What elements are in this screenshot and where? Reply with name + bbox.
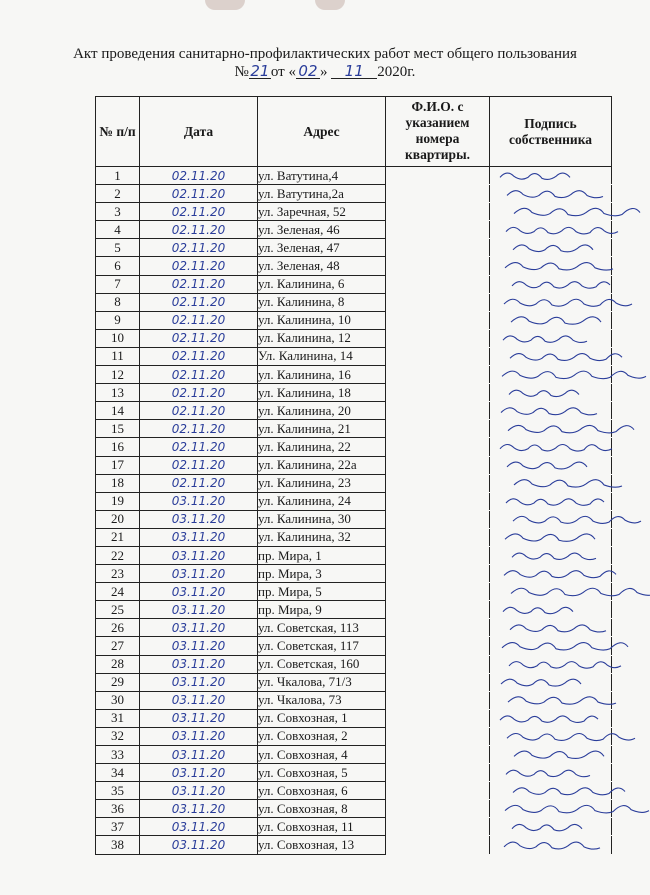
row-number: 3 (96, 203, 140, 221)
row-date: 03.11.20 (140, 565, 258, 583)
row-date: 03.11.20 (140, 782, 258, 800)
row-number: 5 (96, 239, 140, 257)
handwritten-signature (500, 173, 570, 179)
row-number: 22 (96, 546, 140, 564)
row-number: 18 (96, 474, 140, 492)
handwritten-signature (506, 227, 618, 234)
handwritten-signature (502, 643, 628, 651)
handwritten-signature (514, 751, 604, 758)
row-address: ул. Совхозная, 1 (258, 709, 386, 727)
handwritten-signature (508, 425, 634, 433)
row-address: ул. Калинина, 20 (258, 402, 386, 420)
row-address: ул. Калинина, 18 (258, 384, 386, 402)
handwritten-signature (502, 371, 646, 379)
row-address: ул. Калинина, 32 (258, 528, 386, 546)
row-number: 9 (96, 311, 140, 329)
row-date: 03.11.20 (140, 709, 258, 727)
row-address: ул. Зеленая, 46 (258, 221, 386, 239)
row-date: 02.11.20 (140, 366, 258, 384)
handwritten-signature (506, 770, 590, 777)
row-address: ул. Заречная, 52 (258, 203, 386, 221)
handwritten-signature (512, 553, 596, 560)
handwritten-signature (501, 679, 581, 686)
row-date: 02.11.20 (140, 257, 258, 275)
row-address: ул. Ватутина,2а (258, 185, 386, 203)
row-address: ул. Советская, 113 (258, 619, 386, 637)
row-number: 31 (96, 709, 140, 727)
handwritten-signature (501, 408, 597, 415)
handwritten-signature (513, 788, 625, 795)
header-signature: Подпись собственника (490, 97, 612, 167)
row-date: 02.11.20 (140, 293, 258, 311)
row-number: 32 (96, 727, 140, 745)
row-number: 34 (96, 764, 140, 782)
row-number: 8 (96, 293, 140, 311)
handwritten-signature (505, 534, 595, 541)
row-number: 12 (96, 366, 140, 384)
row-number: 2 (96, 185, 140, 203)
row-number: 6 (96, 257, 140, 275)
row-number: 26 (96, 619, 140, 637)
row-date: 03.11.20 (140, 583, 258, 601)
handwritten-signature (509, 662, 621, 669)
row-date: 03.11.20 (140, 510, 258, 528)
handwritten-signature (504, 571, 616, 578)
row-address: ул. Совхозная, 11 (258, 818, 386, 836)
handwritten-signature (505, 805, 649, 813)
row-date: 03.11.20 (140, 492, 258, 510)
handwritten-signature (514, 208, 640, 216)
row-date: 03.11.20 (140, 655, 258, 673)
row-address: ул. Совхозная, 6 (258, 782, 386, 800)
close-quote: » (319, 64, 328, 80)
row-address: пр. Мира, 5 (258, 583, 386, 601)
row-address: ул. Калинина, 6 (258, 275, 386, 293)
row-address: ул. Зеленая, 47 (258, 239, 386, 257)
handwritten-signature (514, 480, 622, 488)
row-number: 7 (96, 275, 140, 293)
handwritten-signature (512, 824, 582, 830)
handwritten-signature (510, 354, 622, 361)
row-address: ул. Калинина, 24 (258, 492, 386, 510)
handwritten-signature (509, 390, 579, 396)
header-number: № п/п (96, 97, 140, 167)
row-date: 03.11.20 (140, 546, 258, 564)
row-number: 20 (96, 510, 140, 528)
row-address: ул. Совхозная, 8 (258, 800, 386, 818)
act-day: 02 (296, 64, 320, 79)
row-number: 15 (96, 420, 140, 438)
act-year: 2020г. (377, 64, 416, 80)
row-date: 02.11.20 (140, 221, 258, 239)
row-number: 13 (96, 384, 140, 402)
row-number: 33 (96, 746, 140, 764)
row-address: ул. Совхозная, 2 (258, 727, 386, 745)
row-date: 02.11.20 (140, 347, 258, 365)
handwritten-signature (511, 588, 650, 596)
row-number: 23 (96, 565, 140, 583)
row-date: 02.11.20 (140, 311, 258, 329)
handwritten-signature (508, 697, 616, 705)
row-address: ул. Калинина, 12 (258, 329, 386, 347)
row-date: 02.11.20 (140, 438, 258, 456)
row-date: 03.11.20 (140, 619, 258, 637)
handwritten-signature (503, 336, 587, 343)
row-number: 30 (96, 691, 140, 709)
row-date: 02.11.20 (140, 239, 258, 257)
row-date: 02.11.20 (140, 275, 258, 293)
number-prefix: № (234, 64, 249, 80)
row-number: 11 (96, 347, 140, 365)
handwritten-signature (513, 516, 641, 523)
act-month: 11 (331, 64, 377, 79)
row-address: Ул. Калинина, 14 (258, 347, 386, 365)
row-address: ул. Калинина, 16 (258, 366, 386, 384)
row-address: ул. Калинина, 10 (258, 311, 386, 329)
row-number: 36 (96, 800, 140, 818)
row-address: ул. Советская, 117 (258, 637, 386, 655)
row-number: 27 (96, 637, 140, 655)
row-number: 14 (96, 402, 140, 420)
row-address: ул. Калинина, 22 (258, 438, 386, 456)
row-number: 38 (96, 836, 140, 854)
row-date: 02.11.20 (140, 420, 258, 438)
handwritten-signature (507, 733, 635, 740)
act-number: 21 (250, 62, 270, 80)
row-date: 02.11.20 (140, 203, 258, 221)
row-address: пр. Мира, 9 (258, 601, 386, 619)
row-date: 03.11.20 (140, 601, 258, 619)
row-number: 35 (96, 782, 140, 800)
row-number: 4 (96, 221, 140, 239)
row-address: ул. Совхозная, 4 (258, 746, 386, 764)
row-number: 25 (96, 601, 140, 619)
row-date: 03.11.20 (140, 691, 258, 709)
row-number: 1 (96, 167, 140, 185)
header-date: Дата (140, 97, 258, 167)
handwritten-signature (504, 842, 600, 849)
row-address: ул. Чкалова, 73 (258, 691, 386, 709)
handwritten-signature (512, 282, 610, 289)
handwritten-signature (513, 245, 593, 252)
row-date: 03.11.20 (140, 637, 258, 655)
row-date: 03.11.20 (140, 727, 258, 745)
row-date: 02.11.20 (140, 384, 258, 402)
row-date: 03.11.20 (140, 836, 258, 854)
row-date: 03.11.20 (140, 818, 258, 836)
row-address: ул. Калинина, 21 (258, 420, 386, 438)
row-date: 03.11.20 (140, 673, 258, 691)
row-date: 02.11.20 (140, 474, 258, 492)
row-date: 02.11.20 (140, 402, 258, 420)
header-address: Адрес (258, 97, 386, 167)
handwritten-signature (504, 299, 632, 306)
handwritten-signature (500, 716, 598, 723)
row-date: 03.11.20 (140, 764, 258, 782)
row-number: 28 (96, 655, 140, 673)
document-title: Акт проведения санитарно-профилактических работ мест общего пользования (73, 46, 577, 62)
row-address: ул. Калинина, 22а (258, 456, 386, 474)
row-date: 02.11.20 (140, 329, 258, 347)
row-date: 03.11.20 (140, 800, 258, 818)
row-address: ул. Чкалова, 71/3 (258, 673, 386, 691)
row-number: 16 (96, 438, 140, 456)
row-address: пр. Мира, 3 (258, 565, 386, 583)
row-address: ул. Советская, 160 (258, 655, 386, 673)
handwritten-signature (507, 191, 603, 198)
row-address: ул. Калинина, 23 (258, 474, 386, 492)
row-number: 24 (96, 583, 140, 601)
row-number: 29 (96, 673, 140, 691)
row-number: 10 (96, 329, 140, 347)
row-address: ул. Совхозная, 5 (258, 764, 386, 782)
handwritten-signature (507, 462, 587, 469)
row-address: ул. Ватутина,4 (258, 167, 386, 185)
handwritten-signature (511, 317, 601, 324)
handwritten-signature (500, 444, 612, 451)
row-number: 37 (96, 818, 140, 836)
handwritten-signature (503, 607, 573, 613)
row-address: ул. Совхозная, 13 (258, 836, 386, 854)
row-number: 21 (96, 528, 140, 546)
header-fio: Ф.И.О. с указанием номера квартиры. (386, 97, 490, 167)
handwritten-signature (510, 625, 606, 632)
handwritten-signature (505, 263, 613, 271)
row-date: 02.11.20 (140, 456, 258, 474)
row-address: ул. Зеленая, 48 (258, 257, 386, 275)
from-word: от « (270, 64, 296, 80)
row-date: 03.11.20 (140, 746, 258, 764)
row-date: 03.11.20 (140, 528, 258, 546)
row-address: ул. Калинина, 30 (258, 510, 386, 528)
handwritten-signature (506, 499, 604, 506)
row-number: 17 (96, 456, 140, 474)
row-address: пр. Мира, 1 (258, 546, 386, 564)
row-number: 19 (96, 492, 140, 510)
row-date: 02.11.20 (140, 167, 258, 185)
row-date: 02.11.20 (140, 185, 258, 203)
row-address: ул. Калинина, 8 (258, 293, 386, 311)
